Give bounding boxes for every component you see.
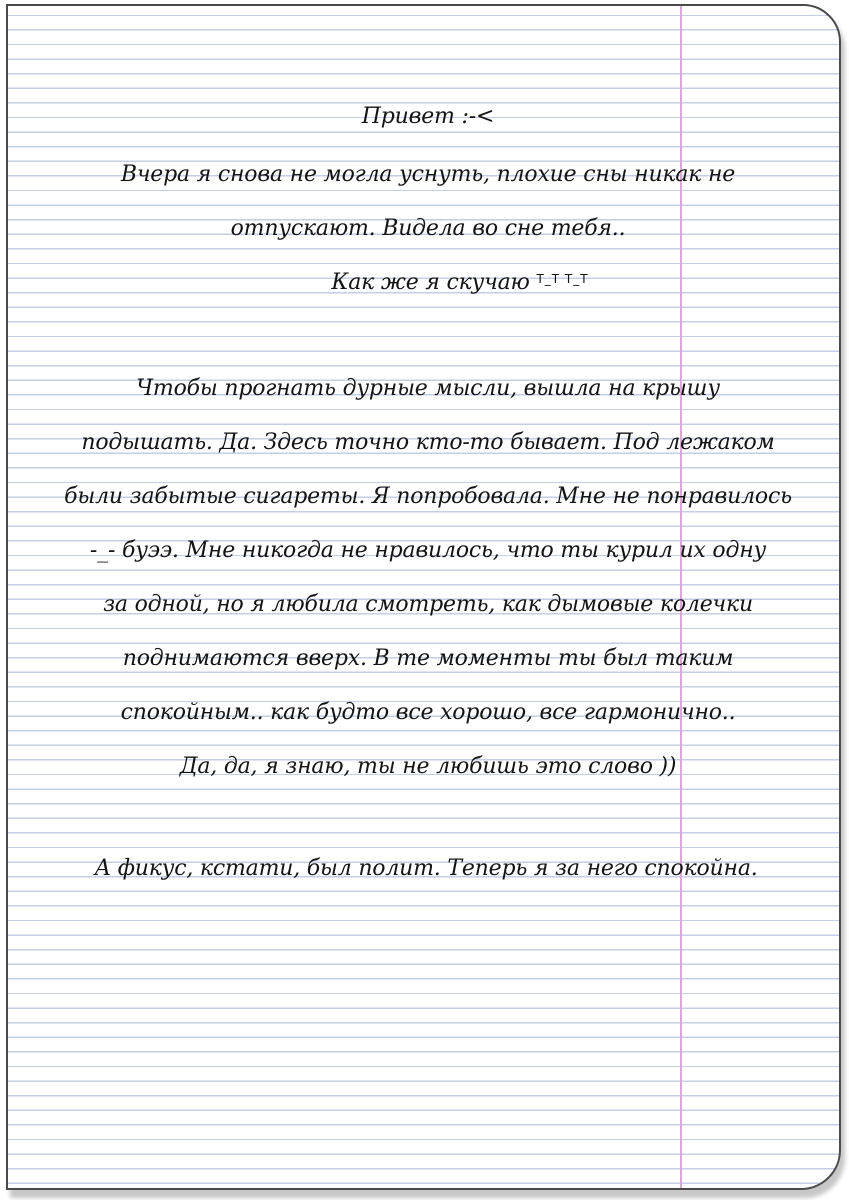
note-line: А фикус, кстати, был полит. Теперь я за него спокойна. xyxy=(94,856,758,881)
note-line: Вчера я снова не могла уснуть, плохие сны никак не xyxy=(120,162,736,187)
note-line: -_- буээ. Мне никогда не нравилось, что ты курил их одну xyxy=(89,538,767,563)
note-line: отпускают. Видела во сне тебя.. xyxy=(230,216,626,241)
emote: T_T T_T xyxy=(536,272,589,286)
note-line: поднимаются вверх. В те моменты ты был таким xyxy=(122,646,734,671)
note-line xyxy=(331,270,588,295)
notebook-page xyxy=(6,4,841,1190)
handwritten-note xyxy=(8,6,839,1188)
note-line: Да, да, я знаю, ты не любишь это слово )) xyxy=(179,754,677,779)
note-line: за одной, но я любила смотреть, как дымовые колечки xyxy=(103,592,753,617)
note-line: спокойным.. как будто все хорошо, все гармонично.. xyxy=(120,700,736,725)
note-line: подышать. Да. Здесь точно кто-то бывает. Под лежаком xyxy=(81,430,775,455)
note-line: Чтобы прогнать дурные мысли, вышла на крышу xyxy=(136,376,720,401)
note-line: были забытые сигареты. Я попробовала. Мне не понравилось xyxy=(64,484,792,509)
greeting: Привет :-< xyxy=(361,104,495,129)
note-line-text: Как же я скучаю xyxy=(331,270,530,295)
